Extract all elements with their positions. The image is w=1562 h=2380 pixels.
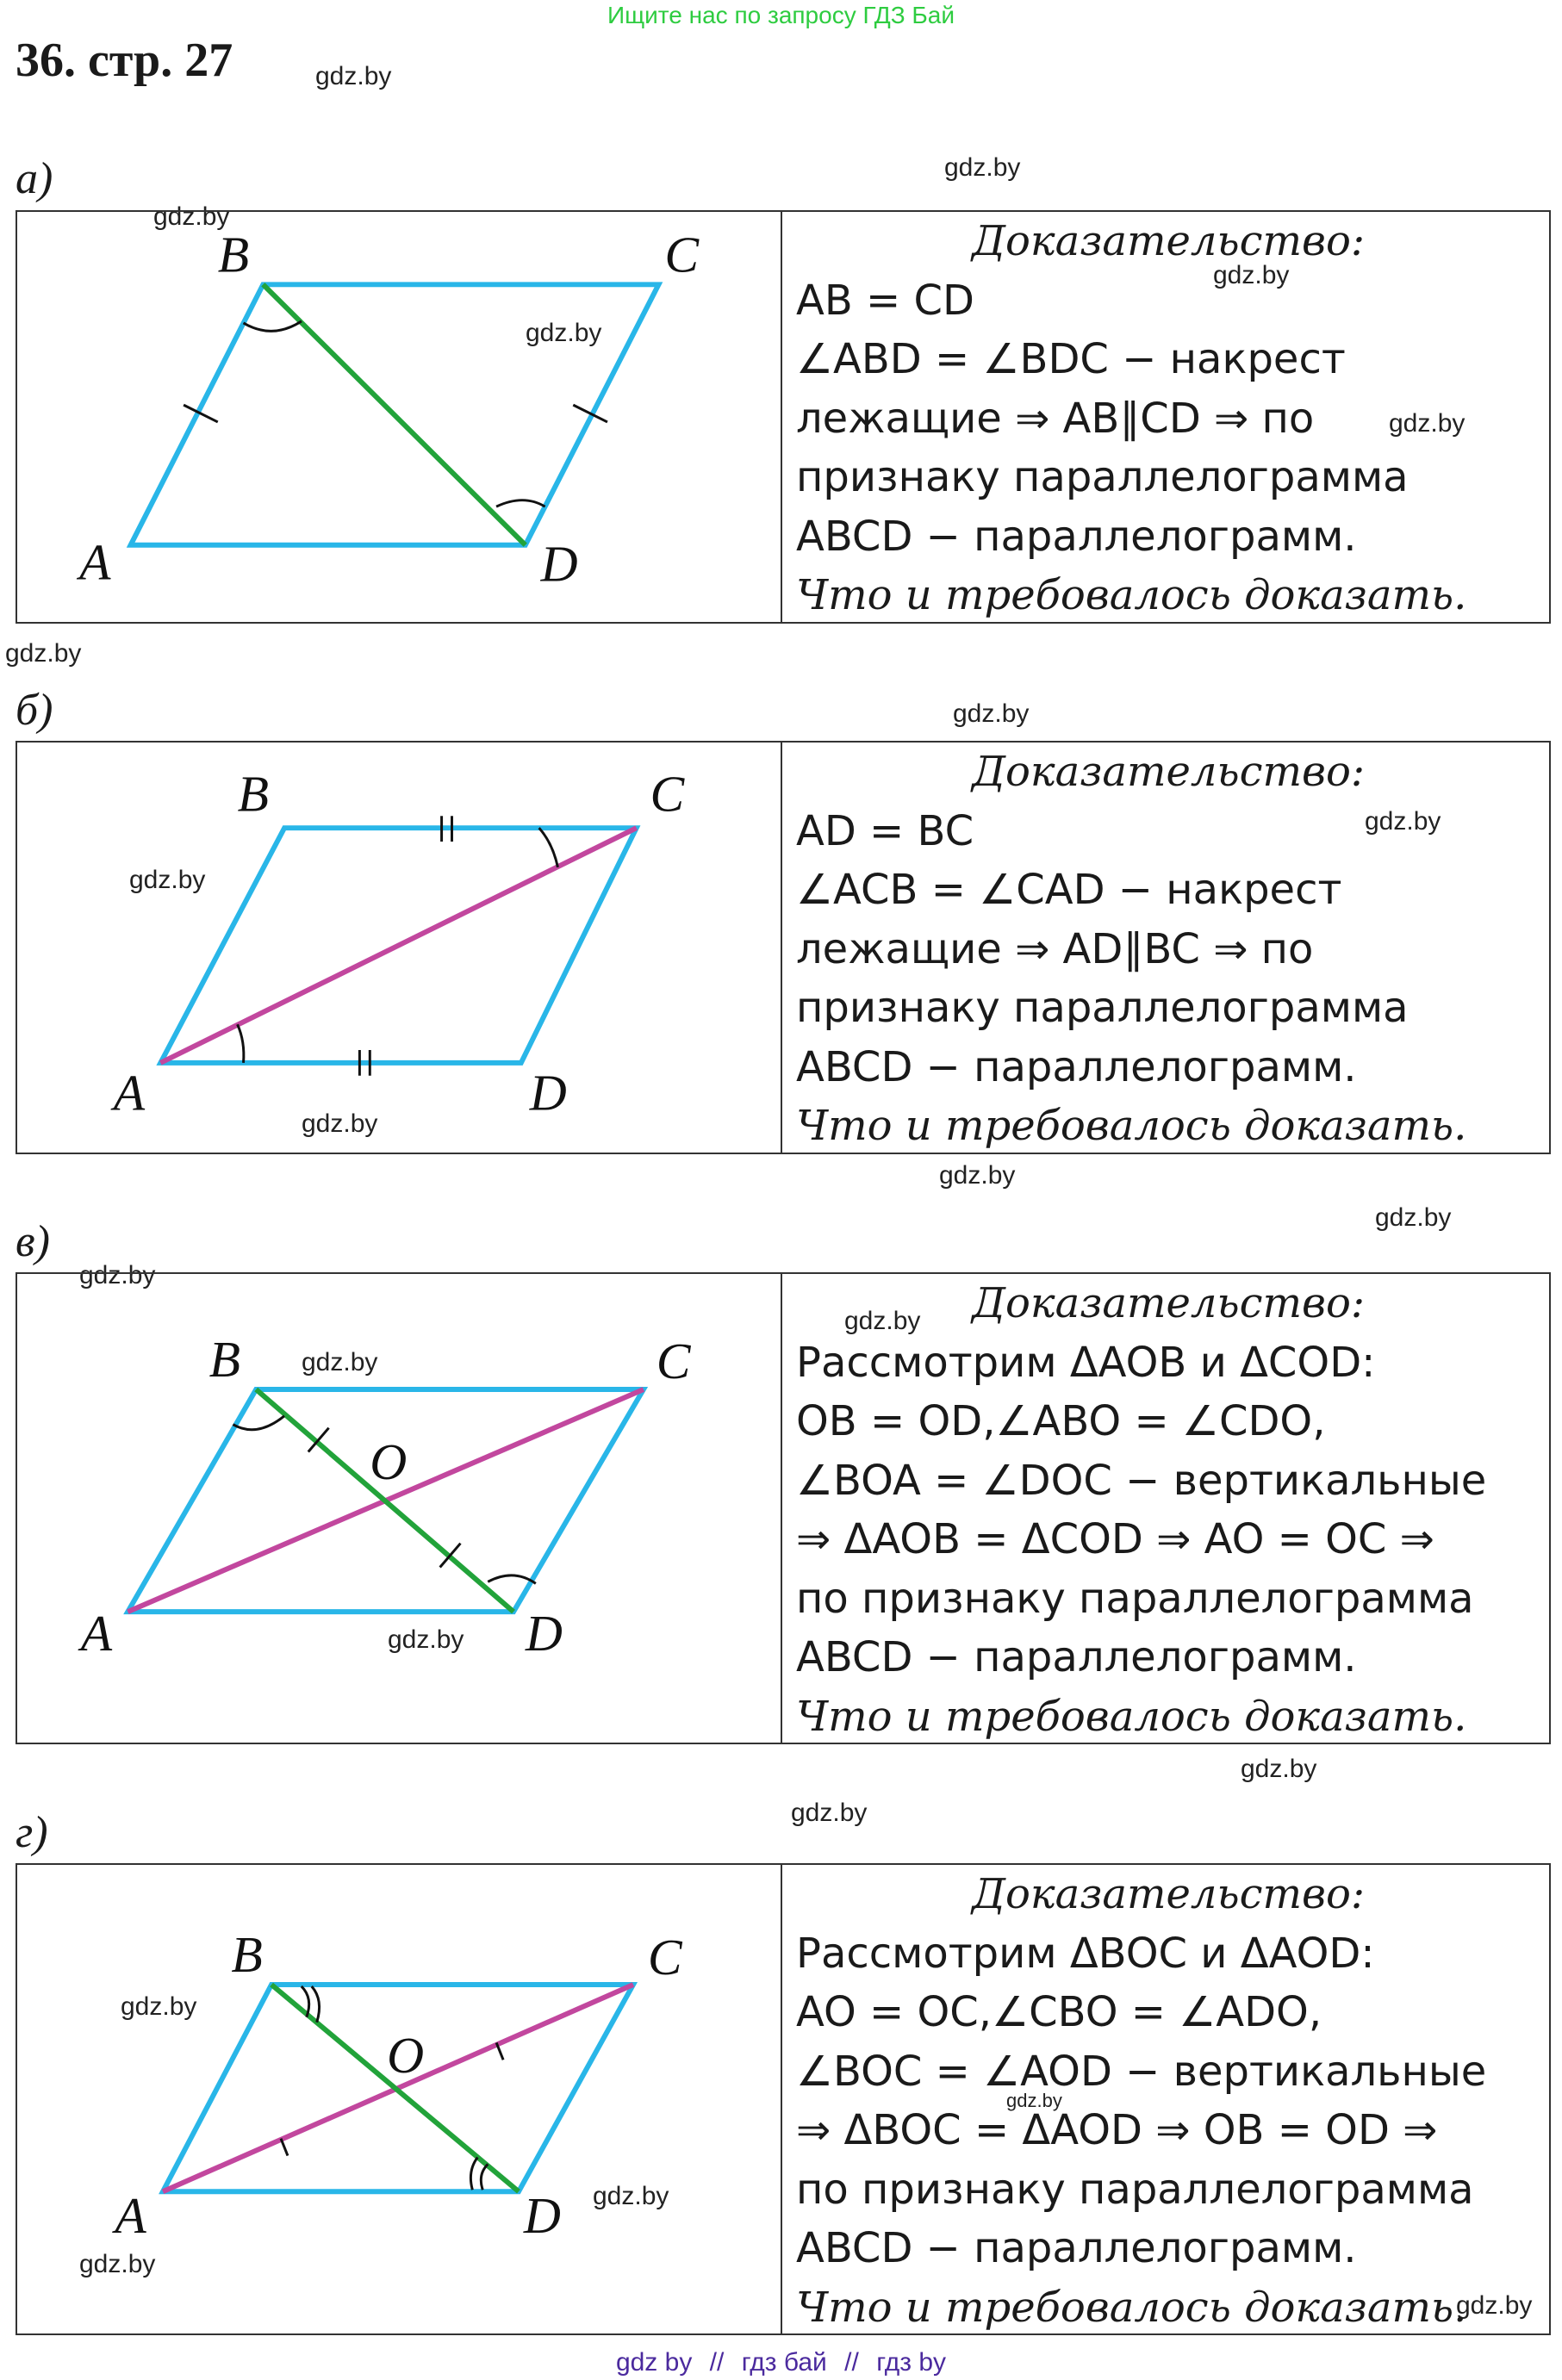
footer-link[interactable]: gdz by bbox=[615, 2348, 693, 2377]
point-label-c: C bbox=[650, 765, 685, 823]
part-label-b: б) bbox=[16, 686, 53, 735]
proof-line: Рассмотрим ΔBOC и ΔAOD: bbox=[796, 1929, 1375, 1978]
figure-b bbox=[17, 743, 782, 1153]
proof-conclusion: Что и требовалось доказать. bbox=[796, 2283, 1467, 2332]
angle-cad-arc bbox=[238, 1024, 244, 1063]
proof-line: AB = CD bbox=[796, 276, 974, 325]
proof-line: ABCD − параллелограмм. bbox=[796, 1633, 1357, 1681]
watermark: gdz.by bbox=[791, 1799, 868, 1827]
watermark: gdz.by bbox=[953, 699, 1030, 728]
point-label-a: A bbox=[79, 533, 111, 591]
diagonal-bd bbox=[263, 284, 525, 544]
panel-b bbox=[16, 741, 1551, 1154]
watermark: gdz.by bbox=[5, 639, 82, 668]
tick-ao bbox=[281, 2139, 288, 2156]
watermark: gdz.by bbox=[1365, 807, 1441, 836]
point-label-d: D bbox=[529, 1064, 567, 1122]
watermark: gdz.by bbox=[129, 866, 206, 894]
watermark: gdz.by bbox=[315, 62, 392, 90]
panel-v bbox=[16, 1272, 1551, 1744]
proof-line: AD = BC bbox=[796, 806, 974, 855]
proof-line: ABCD − параллелограмм. bbox=[796, 512, 1357, 561]
point-label-b: B bbox=[231, 1926, 263, 1984]
panel-a bbox=[16, 210, 1551, 624]
figure-g bbox=[17, 1865, 782, 2333]
page-title: 36. стр. 27 bbox=[16, 34, 233, 87]
point-label-d: D bbox=[525, 1604, 563, 1662]
point-label-a: A bbox=[113, 1064, 146, 1122]
watermark: gdz.by bbox=[388, 1625, 464, 1654]
proof-g bbox=[796, 1865, 1540, 2337]
parallelogram-figure bbox=[17, 743, 781, 1153]
angle-ado-arc bbox=[470, 2158, 477, 2190]
proof-line: ⇒ ΔAOB = ΔCOD ⇒ AO = OC ⇒ bbox=[796, 1515, 1434, 1563]
watermark: gdz.by bbox=[944, 153, 1021, 182]
parallelogram-figure bbox=[17, 212, 781, 622]
proof-line: признаку параллелограмма bbox=[796, 984, 1409, 1032]
proof-a bbox=[796, 212, 1540, 625]
watermark: gdz.by bbox=[1456, 2291, 1533, 2320]
point-label-c: C bbox=[656, 1333, 691, 1390]
panel-g bbox=[16, 1863, 1551, 2335]
point-label-a: A bbox=[115, 2186, 146, 2244]
proof-v bbox=[796, 1274, 1540, 1746]
proof-heading: Доказательство: bbox=[971, 217, 1366, 265]
point-label-o: O bbox=[387, 2027, 425, 2085]
proof-conclusion: Что и требовалось доказать. bbox=[796, 1692, 1467, 1741]
diagonal-bd bbox=[271, 1985, 519, 2191]
footer-link[interactable]: гдз бай bbox=[741, 2348, 827, 2377]
watermark: gdz.by bbox=[79, 1261, 156, 1289]
proof-line: признаку параллелограмма bbox=[796, 453, 1409, 501]
proof-line: OB = OD,∠ABO = ∠CDO, bbox=[796, 1397, 1326, 1445]
watermark: gdz.by bbox=[79, 2250, 156, 2278]
point-label-c: C bbox=[664, 226, 700, 283]
point-label-d: D bbox=[540, 535, 578, 593]
watermark: gdz.by bbox=[1389, 409, 1466, 438]
watermark: gdz.by bbox=[1006, 2090, 1062, 2111]
diagonal-bd bbox=[256, 1389, 513, 1612]
parallelogram-figure bbox=[17, 1865, 781, 2333]
point-label-c: C bbox=[647, 1929, 682, 1986]
proof-heading: Доказательство: bbox=[971, 1870, 1366, 1918]
watermark: gdz.by bbox=[593, 2182, 669, 2210]
proof-line: лежащие ⇒ AD∥BC ⇒ по bbox=[796, 924, 1314, 973]
watermark: gdz.by bbox=[153, 202, 230, 231]
part-label-g: г) bbox=[16, 1808, 48, 1857]
footer-separator: // bbox=[709, 2348, 725, 2377]
watermark: gdz.by bbox=[302, 1348, 378, 1376]
proof-line: AO = OC,∠CBO = ∠ADO, bbox=[796, 1988, 1322, 2036]
watermark: gdz.by bbox=[1375, 1203, 1452, 1232]
point-label-a: A bbox=[80, 1604, 113, 1662]
diagonal-ac bbox=[160, 828, 636, 1063]
point-label-b: B bbox=[217, 226, 250, 283]
proof-conclusion: Что и требовалось доказать. bbox=[796, 1102, 1467, 1150]
point-label-b: B bbox=[208, 1331, 240, 1389]
point-label-o: O bbox=[370, 1433, 408, 1491]
proof-line: ∠ACB = ∠CAD − накрест bbox=[796, 866, 1342, 914]
footer-separator: // bbox=[844, 2348, 859, 2377]
top-banner: Ищите нас по запросу ГДЗ Бай bbox=[607, 2, 955, 28]
watermark: gdz.by bbox=[526, 319, 602, 347]
proof-b bbox=[796, 743, 1540, 1156]
proof-line: Рассмотрим ΔAOB и ΔCOD: bbox=[796, 1338, 1376, 1387]
proof-line: ABCD − параллелограмм. bbox=[796, 2224, 1357, 2272]
figure-a bbox=[17, 212, 782, 622]
proof-line: лежащие ⇒ AB∥CD ⇒ по bbox=[796, 394, 1315, 443]
proof-line: ⇒ ΔBOC = ΔAOD ⇒ OB = OD ⇒ bbox=[796, 2106, 1438, 2154]
point-label-b: B bbox=[237, 765, 269, 823]
footer-link[interactable]: гдз by bbox=[876, 2348, 947, 2377]
angle-bdc-arc bbox=[496, 500, 545, 506]
angle-acb-arc bbox=[539, 828, 558, 867]
watermark: gdz.by bbox=[844, 1307, 921, 1335]
watermark: gdz.by bbox=[939, 1161, 1016, 1190]
proof-line: по признаку параллелограмма bbox=[796, 2165, 1474, 2214]
proof-conclusion: Что и требовалось доказать. bbox=[796, 571, 1467, 619]
part-label-v: в) bbox=[16, 1217, 50, 1266]
proof-line: ∠BOA = ∠DOC − вертикальные bbox=[796, 1456, 1487, 1505]
proof-line: по признаку параллелограмма bbox=[796, 1574, 1474, 1623]
proof-line: ∠ABD = ∠BDC − накрест bbox=[796, 335, 1346, 383]
point-label-d: D bbox=[523, 2186, 561, 2244]
proof-line: ABCD − параллелограмм. bbox=[796, 1042, 1357, 1091]
parallelogram-figure bbox=[17, 1274, 781, 1743]
proof-line: ∠BOC = ∠AOD − вертикальные bbox=[796, 2047, 1487, 2096]
figure-v bbox=[17, 1274, 782, 1743]
footer-links bbox=[0, 2348, 1562, 2377]
watermark: gdz.by bbox=[1213, 261, 1290, 289]
watermark: gdz.by bbox=[121, 1992, 197, 2021]
angle-abd-arc bbox=[244, 321, 302, 331]
part-label-a: а) bbox=[16, 154, 53, 203]
watermark: gdz.by bbox=[1241, 1755, 1317, 1783]
watermark: gdz.by bbox=[302, 1109, 378, 1138]
proof-heading: Доказательство: bbox=[971, 748, 1366, 796]
proof-heading: Доказательство: bbox=[971, 1279, 1366, 1327]
